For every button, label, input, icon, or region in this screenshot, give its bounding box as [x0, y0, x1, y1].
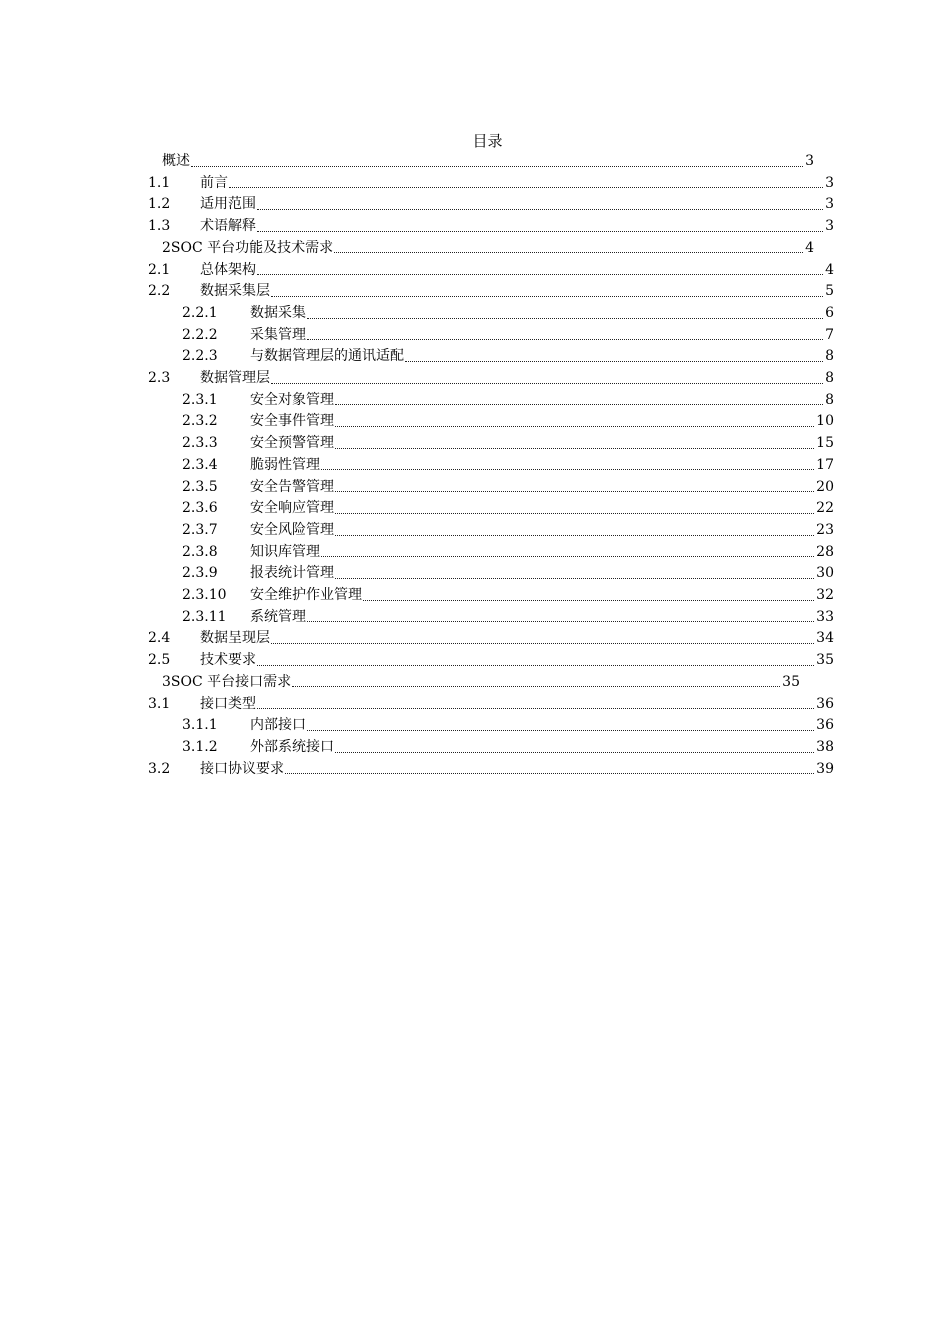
toc-entry-number: 3.1	[148, 695, 171, 712]
toc-entry[interactable]	[182, 563, 834, 585]
toc-entry-number: 3.2	[148, 760, 171, 777]
toc-entry-number: 2.3.1	[182, 391, 218, 408]
toc-entry-page: 5	[825, 283, 834, 300]
toc-entry-page: 6	[825, 304, 834, 321]
toc-entry[interactable]	[182, 498, 834, 520]
toc-entry-page: 33	[816, 608, 834, 625]
toc-dot-leader	[191, 166, 803, 167]
toc-entry[interactable]	[148, 173, 834, 195]
toc-entry-number: 1.2	[148, 196, 171, 213]
toc-dot-leader	[335, 404, 823, 405]
toc-entry-page: 34	[816, 630, 834, 647]
toc-dot-leader	[257, 665, 814, 666]
toc-entry-title: 3SOC 平台接口需求	[162, 673, 292, 690]
toc-entry[interactable]	[182, 411, 834, 433]
toc-entry-page: 3	[825, 174, 834, 191]
toc-entry[interactable]	[182, 303, 834, 325]
toc-entry-title: 适用范围	[200, 196, 256, 213]
toc-entry-page: 3	[825, 218, 834, 235]
toc-title: 目录	[472, 132, 503, 150]
toc-entry-number: 2.4	[148, 630, 171, 647]
toc-entry-title: 与数据管理层的通讯适配	[250, 348, 404, 365]
toc-dot-leader	[335, 513, 814, 514]
toc-dot-leader	[307, 339, 823, 340]
toc-entry-page: 35	[816, 652, 834, 669]
toc-entry-number: 2.3.7	[182, 521, 218, 538]
toc-dot-leader	[335, 578, 814, 579]
toc-dot-leader	[271, 643, 814, 644]
toc-entry[interactable]	[182, 346, 834, 368]
toc-dot-leader	[307, 730, 814, 731]
toc-dot-leader	[271, 296, 823, 297]
toc-entry-page: 8	[825, 348, 834, 365]
toc-entry-number: 2.3.5	[182, 478, 218, 495]
toc-entry-page: 7	[825, 326, 834, 343]
toc-entry-title: 安全预警管理	[250, 435, 334, 452]
toc-entry-title: 总体架构	[200, 261, 256, 278]
toc-dot-leader	[257, 209, 823, 210]
toc-entry[interactable]	[182, 607, 834, 629]
toc-dot-leader	[335, 491, 814, 492]
toc-entry-title: 数据管理层	[200, 370, 270, 386]
toc-dot-leader	[229, 187, 823, 188]
toc-dot-leader	[257, 274, 823, 275]
toc-entry-page: 22	[816, 500, 834, 517]
toc-dot-leader	[257, 708, 814, 709]
toc-entry[interactable]	[148, 260, 834, 282]
toc-entry[interactable]	[182, 477, 834, 499]
toc-dot-leader	[292, 686, 780, 687]
toc-entry-title: 概述	[162, 153, 190, 169]
toc-entry-title: 系统管理	[250, 608, 306, 625]
toc-entry-number: 1.1	[148, 174, 171, 191]
toc-entry-page: 23	[816, 521, 834, 538]
toc-dot-leader	[307, 621, 814, 622]
toc-dot-leader	[363, 600, 814, 601]
toc-entry-page: 30	[816, 565, 834, 582]
toc-entry-title: 安全事件管理	[250, 413, 334, 430]
toc-dot-leader	[307, 318, 823, 319]
toc-entry[interactable]	[182, 325, 834, 347]
toc-entry-title: 报表统计管理	[250, 565, 334, 582]
toc-entry-number: 2.3.6	[182, 500, 218, 517]
toc-entry-page: 3	[805, 153, 814, 169]
toc-entry-number: 2.2.1	[182, 304, 218, 321]
toc-entry-title: 安全对象管理	[250, 391, 334, 408]
toc-entry-title: 数据采集层	[200, 283, 270, 300]
toc-entry-title: 数据采集	[250, 304, 306, 321]
toc-entry-number: 2.3	[148, 370, 171, 386]
toc-entry[interactable]	[162, 151, 814, 173]
toc-entry-page: 38	[816, 738, 834, 755]
toc-entry-number: 2.3.2	[182, 413, 218, 430]
toc-entry-title: 采集管理	[250, 326, 306, 343]
toc-entry-page: 36	[816, 695, 834, 712]
toc-entry-number: 2.3.9	[182, 565, 218, 582]
toc-entry[interactable]	[162, 238, 814, 260]
toc-entry-page: 8	[825, 391, 834, 408]
toc-entry[interactable]	[162, 672, 800, 694]
toc-entry-number: 2.3.4	[182, 456, 218, 473]
toc-entry-title: 安全响应管理	[250, 500, 334, 517]
toc-dot-leader	[257, 231, 823, 232]
toc-entry[interactable]	[148, 216, 834, 238]
toc-entry-page: 36	[816, 717, 834, 734]
toc-entry-page: 15	[816, 435, 834, 452]
toc-entry[interactable]	[182, 715, 834, 737]
toc-entry[interactable]	[182, 390, 834, 412]
toc-entry[interactable]	[148, 194, 834, 216]
toc-entry-title: 脆弱性管理	[250, 456, 320, 473]
toc-dot-leader	[321, 556, 814, 557]
toc-entry-number: 2.5	[148, 652, 171, 669]
toc-entry-number: 2.2	[148, 283, 171, 300]
toc-entry[interactable]	[182, 737, 834, 759]
toc-entry-title: 安全维护作业管理	[250, 587, 362, 603]
toc-entry[interactable]	[148, 628, 834, 650]
toc-entry-page: 3	[825, 196, 834, 213]
toc-entry-number: 2.2.3	[182, 348, 218, 365]
toc-entry-page: 4	[825, 261, 834, 278]
toc-entry[interactable]	[148, 759, 834, 781]
toc-entry[interactable]	[148, 650, 834, 672]
toc-dot-leader	[285, 773, 814, 774]
toc-entry-title: 术语解释	[200, 218, 256, 235]
toc-entry-title: 接口类型	[200, 695, 256, 712]
toc-entry-number: 2.3.11	[182, 608, 227, 625]
toc-entry[interactable]	[182, 542, 834, 564]
toc-entry-title: 安全风险管理	[250, 521, 334, 538]
toc-entry-number: 1.3	[148, 218, 171, 235]
toc-entry-number: 2.3.3	[182, 435, 218, 452]
toc-entry[interactable]	[148, 694, 834, 716]
toc-entry-title: 前言	[200, 174, 228, 191]
toc-entry-title: 安全告警管理	[250, 478, 334, 495]
toc-dot-leader	[334, 252, 803, 253]
toc-entry-number: 3.1.1	[182, 717, 218, 734]
toc-dot-leader	[335, 752, 814, 753]
toc-dot-leader	[271, 383, 823, 384]
toc-entry-number: 3.1.2	[182, 738, 218, 755]
toc-entry-page: 35	[782, 673, 800, 690]
toc-dot-leader	[335, 535, 814, 536]
toc-entry-title: 知识库管理	[250, 543, 320, 560]
toc-entry[interactable]	[182, 455, 834, 477]
toc-entry-page: 20	[816, 478, 834, 495]
toc-entry-page: 4	[805, 239, 814, 256]
toc-entry-title: 2SOC 平台功能及技术需求	[162, 239, 334, 256]
toc-entry-number: 2.3.10	[182, 587, 227, 603]
toc-entry-title: 数据呈现层	[200, 630, 270, 647]
toc-entry-number: 2.2.2	[182, 326, 218, 343]
toc-entry-page: 32	[816, 587, 834, 603]
toc-entry-title: 外部系统接口	[250, 738, 334, 755]
toc-entry[interactable]	[182, 585, 834, 607]
toc-entry-title: 接口协议要求	[200, 760, 284, 777]
toc-entry[interactable]	[148, 368, 834, 390]
toc-entry[interactable]	[182, 433, 834, 455]
toc-dot-leader	[321, 469, 814, 470]
toc-entry-title: 技术要求	[200, 652, 256, 669]
toc-dot-leader	[405, 361, 823, 362]
toc-entry-page: 8	[825, 370, 834, 386]
toc-entry[interactable]	[182, 520, 834, 542]
toc-entry-title: 内部接口	[250, 717, 306, 734]
toc-entry-number: 2.3.8	[182, 543, 218, 560]
toc-dot-leader	[335, 426, 814, 427]
toc-entry-page: 39	[816, 760, 834, 777]
toc-dot-leader	[335, 448, 814, 449]
toc-entry-page: 28	[816, 543, 834, 560]
toc-entry-page: 17	[816, 456, 834, 473]
toc-entry[interactable]	[148, 281, 834, 303]
toc-entry-number: 2.1	[148, 261, 171, 278]
toc-entry-page: 10	[816, 413, 834, 430]
